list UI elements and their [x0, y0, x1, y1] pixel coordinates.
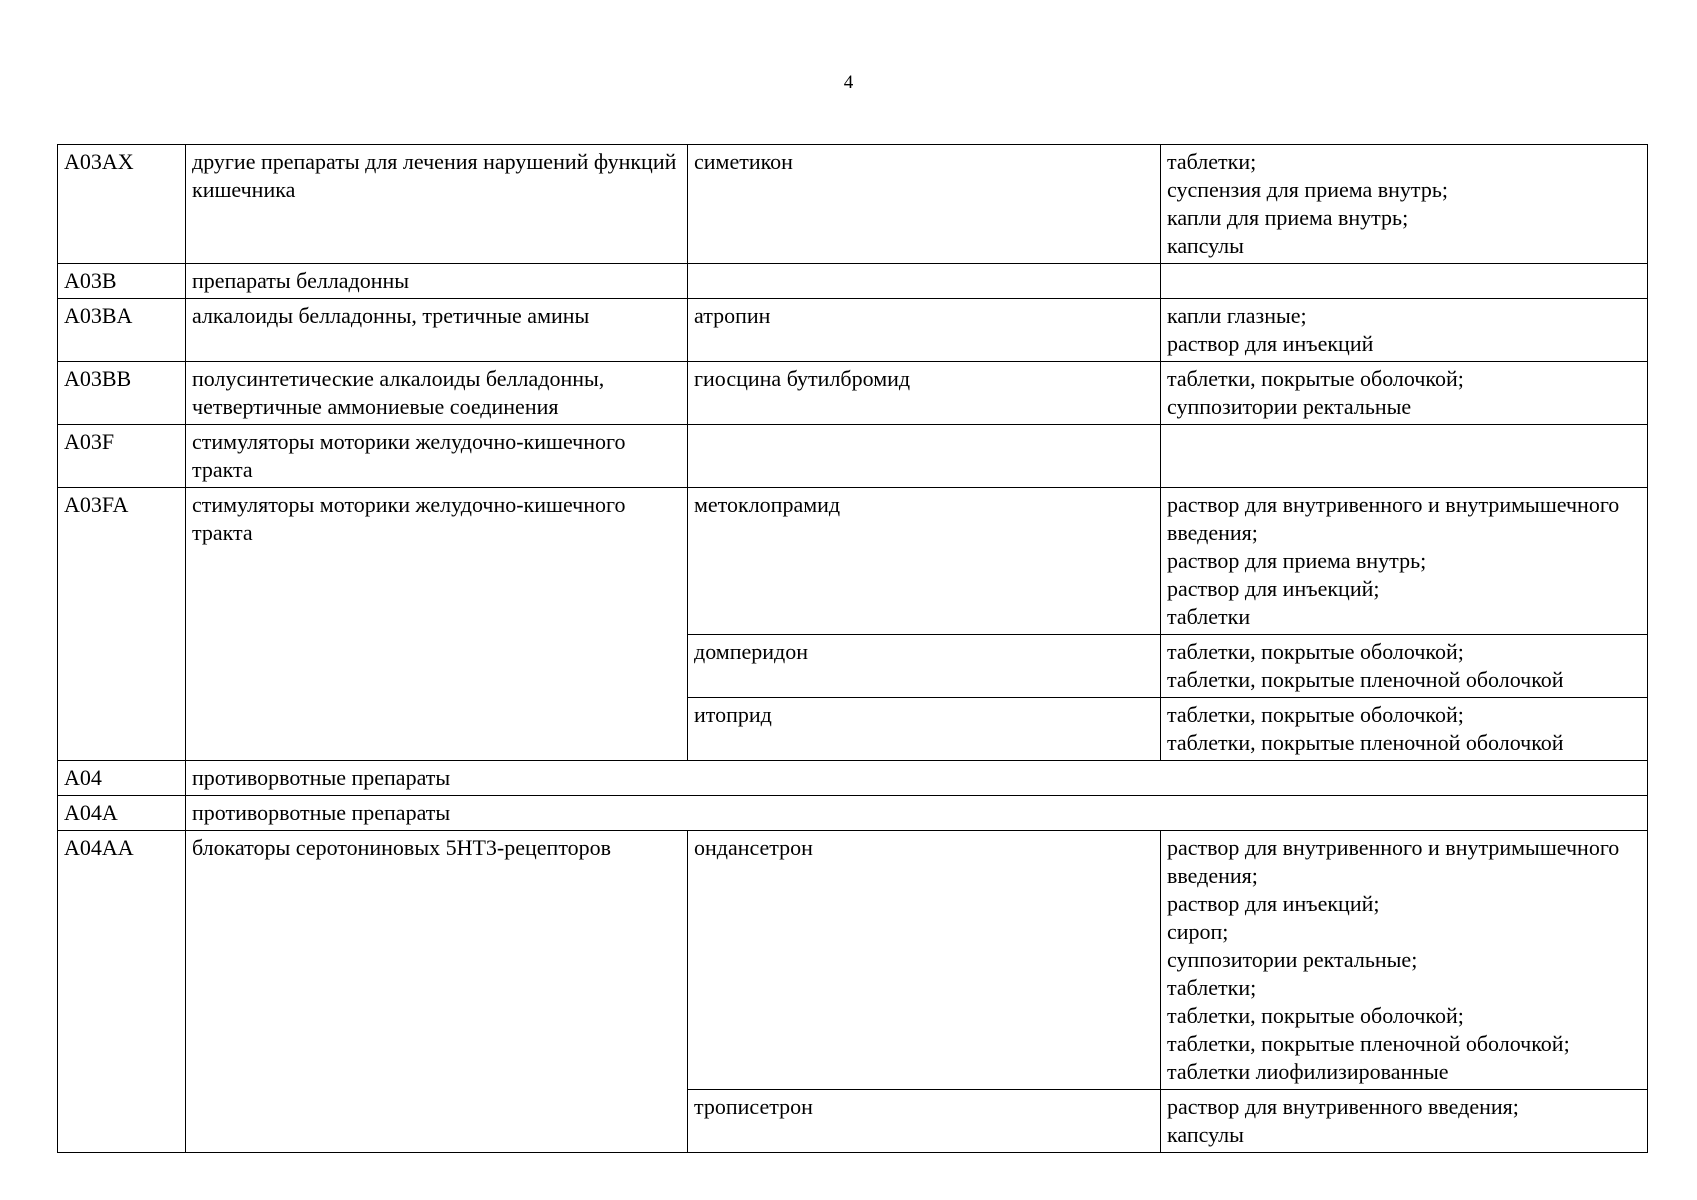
drug-name-cell: симетикон	[688, 145, 1161, 264]
group-name-cell: алкалоиды белладонны, третичные амины	[186, 299, 688, 362]
dosage-forms-cell	[1161, 1090, 1648, 1153]
dosage-form-line: раствор для внутривенного введения;	[1167, 1094, 1519, 1119]
table-row	[58, 264, 1648, 299]
atc-code-cell: A03FA	[58, 488, 186, 761]
dosage-forms-cell	[1161, 488, 1648, 635]
drug-table	[57, 144, 1648, 1153]
dosage-form-line: сироп;	[1167, 919, 1229, 944]
atc-code-cell: A03BB	[58, 362, 186, 425]
table-row	[58, 488, 1648, 635]
dosage-form-line: суппозитории ректальные;	[1167, 947, 1418, 972]
dosage-form-line: таблетки, покрытые пленочной оболочкой;	[1167, 1031, 1570, 1056]
dosage-forms-cell	[1161, 635, 1648, 698]
dosage-forms-cell	[1161, 145, 1648, 264]
atc-code-cell: A03B	[58, 264, 186, 299]
dosage-form-line: капсулы	[1167, 233, 1244, 258]
dosage-form-line: раствор для инъекций	[1167, 331, 1374, 356]
atc-code-cell: A03BA	[58, 299, 186, 362]
page-number: 4	[843, 72, 854, 93]
table-row	[58, 796, 1648, 831]
drug-name-cell: итоприд	[688, 698, 1161, 761]
group-name-cell: блокаторы серотониновых 5НТ3-рецепторов	[186, 831, 688, 1153]
dosage-forms-cell	[1161, 299, 1648, 362]
dosage-form-line: таблетки;	[1167, 149, 1257, 174]
group-name-cell: противорвотные препараты	[186, 761, 1648, 796]
dosage-forms-cell	[1161, 698, 1648, 761]
dosage-form-line: таблетки лиофилизированные	[1167, 1059, 1449, 1084]
group-name-cell: препараты белладонны	[186, 264, 688, 299]
dosage-form-line: капли для приема внутрь;	[1167, 205, 1409, 230]
dosage-form-line: раствор для инъекций;	[1167, 576, 1380, 601]
dosage-form-line: таблетки	[1167, 604, 1251, 629]
drug-name-cell: ондансетрон	[688, 831, 1161, 1090]
table-row	[58, 761, 1648, 796]
dosage-forms-cell	[1161, 425, 1648, 488]
group-name-cell: противорвотные препараты	[186, 796, 1648, 831]
atc-code-cell: A04	[58, 761, 186, 796]
dosage-form-line: раствор для приема внутрь;	[1167, 548, 1427, 573]
dosage-form-line: таблетки, покрытые оболочкой;	[1167, 1003, 1464, 1028]
dosage-forms-cell	[1161, 831, 1648, 1090]
dosage-form-line: суппозитории ректальные	[1167, 394, 1412, 419]
table-row	[58, 831, 1648, 1090]
atc-code-cell: A04AA	[58, 831, 186, 1153]
drug-name-cell	[688, 425, 1161, 488]
group-name-cell: полусинтетические алкалоиды белладонны, четвертичные аммониевые соединения	[186, 362, 688, 425]
table-row	[58, 299, 1648, 362]
dosage-form-line: раствор для инъекций;	[1167, 891, 1380, 916]
atc-code-cell: A03AX	[58, 145, 186, 264]
table-row	[58, 425, 1648, 488]
dosage-form-line: капли глазные;	[1167, 303, 1307, 328]
dosage-forms-cell	[1161, 362, 1648, 425]
dosage-form-line: таблетки, покрытые оболочкой;	[1167, 702, 1464, 727]
dosage-form-line: капсулы	[1167, 1122, 1244, 1147]
group-name-cell: другие препараты для лечения нарушений функций кишечника	[186, 145, 688, 264]
dosage-form-line: суспензия для приема внутрь;	[1167, 177, 1448, 202]
dosage-form-line: таблетки, покрытые пленочной оболочкой	[1167, 730, 1564, 755]
drug-name-cell: метоклопрамид	[688, 488, 1161, 635]
atc-code-cell: A03F	[58, 425, 186, 488]
table-row	[58, 362, 1648, 425]
drug-name-cell	[688, 264, 1161, 299]
dosage-form-line: таблетки;	[1167, 975, 1257, 1000]
table-row	[58, 145, 1648, 264]
drug-name-cell: домперидон	[688, 635, 1161, 698]
dosage-form-line: таблетки, покрытые пленочной оболочкой	[1167, 667, 1564, 692]
dosage-form-line: раствор для внутривенного и внутримышечного введения;	[1167, 835, 1620, 888]
group-name-cell: стимуляторы моторики желудочно-кишечного тракта	[186, 488, 688, 761]
dosage-forms-cell	[1161, 264, 1648, 299]
drug-name-cell: трописетрон	[688, 1090, 1161, 1153]
atc-code-cell: A04A	[58, 796, 186, 831]
group-name-cell: стимуляторы моторики желудочно-кишечного тракта	[186, 425, 688, 488]
drug-name-cell: гиосцина бутилбромид	[688, 362, 1161, 425]
dosage-form-line: таблетки, покрытые оболочкой;	[1167, 639, 1464, 664]
drug-name-cell: атропин	[688, 299, 1161, 362]
table-body	[58, 145, 1648, 1153]
dosage-form-line: раствор для внутривенного и внутримышечного введения;	[1167, 492, 1620, 545]
dosage-form-line: таблетки, покрытые оболочкой;	[1167, 366, 1464, 391]
